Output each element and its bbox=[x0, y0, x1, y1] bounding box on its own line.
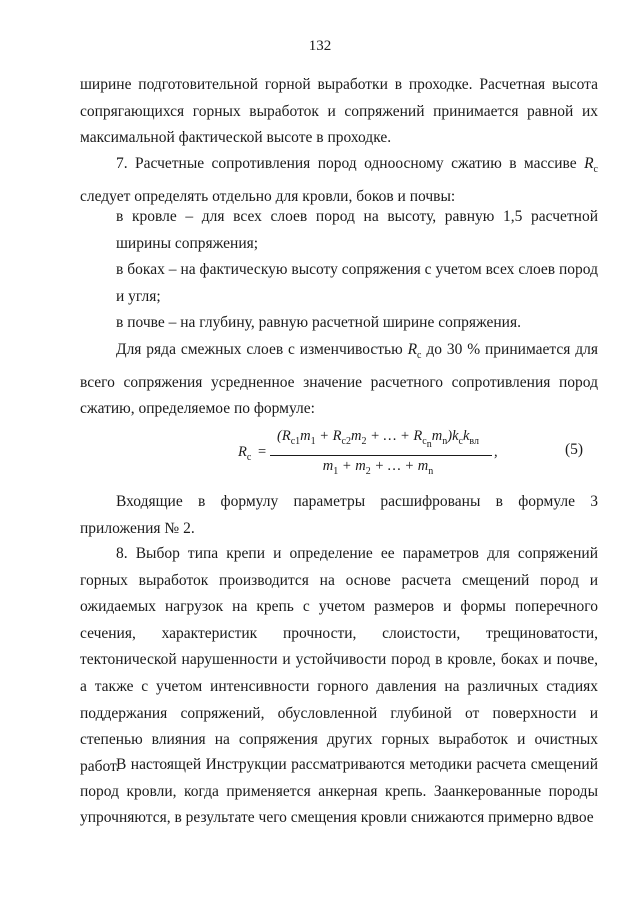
rc-symbol-2: R bbox=[407, 341, 418, 358]
paragraph-1: ширине подготовительной горной выработки в проходке. Расчетная высота сопрягающихся горных выработок и сопряжений принимается равной их максимальной фактической высоте в проходке. bbox=[80, 76, 598, 147]
fraction-bar bbox=[270, 455, 492, 456]
equation-number: (5) bbox=[565, 441, 584, 458]
p3-text-b: до 30 % принимается для всего сопряжения усредненное значение расчетного сопротивления пород сжатию, определяемое по формуле: bbox=[80, 341, 598, 418]
rc-symbol-sub: c bbox=[593, 164, 598, 176]
p2-text: 7. Расчетные сопротивления пород одноосному сжатию в массиве bbox=[116, 155, 585, 172]
formula-comma: , bbox=[494, 444, 498, 460]
rc-symbol: R bbox=[584, 155, 594, 172]
page-number: 132 bbox=[308, 38, 332, 54]
paragraph-5: 8. Выбор типа крепи и определение ее параметров для сопряжений горных выработок производится на основе расчета смещений пород и ожидаемых нагрузок на крепь с учетом размеров и формы поперечного сечения, характеристик прочности, слоистости, трещиноватости, тектонической нарушенности и устойчивости пород в кровле, боках и почве, а также с учетом интенсивности горного давления на различных стадиях поддержания сопряжений, обусловленной глубиной от поверхности и степенью влияния на сопряжения других горных выработок и очистных работ. bbox=[80, 545, 598, 775]
formula-denominator: $m_1 + m_2$ + … + $m_n$ bbox=[322, 458, 434, 477]
item-floor: в почве – на глубину, равную расчетной ширине сопряжения. bbox=[116, 314, 521, 331]
paragraph-4: Входящие в формулу параметры расшифрованы в формуле 3 приложения № 2. bbox=[80, 493, 598, 537]
formula-numerator: ($R_{c1}m_1 + R_{c2}m_2$ + … + $R_{c_n}m_n)k_ck_{вл}$ bbox=[277, 428, 479, 450]
paragraph-3 bbox=[80, 337, 598, 423]
formula-equals: = bbox=[258, 444, 267, 460]
formula-5 bbox=[238, 428, 508, 484]
p3-text-a: Для ряда смежных слоев с изменчивостью bbox=[116, 341, 408, 358]
p2-tail: следует определять отдельно для кровли, боков и почвы: bbox=[80, 187, 456, 205]
item-sides: в боках – на фактическую высоту сопряжения с учетом всех слоев пород и угля; bbox=[116, 261, 598, 305]
rc-symbol-2-sub: c bbox=[417, 350, 422, 362]
paragraph-6: В настоящей Инструкции рассматриваются методики расчета смещений пород кровли, когда применяется анкерная крепь. Заанкерованные породы упрочняются, в результате чего смещения кровли снижаются примерно вдвое bbox=[80, 756, 598, 827]
item-roof: в кровле – для всех слоев пород на высоту, равную 1,5 расчетной ширины сопряжения; bbox=[116, 208, 598, 252]
paragraph-2 bbox=[80, 151, 598, 210]
formula-lhs: $R_c$ bbox=[238, 444, 252, 463]
